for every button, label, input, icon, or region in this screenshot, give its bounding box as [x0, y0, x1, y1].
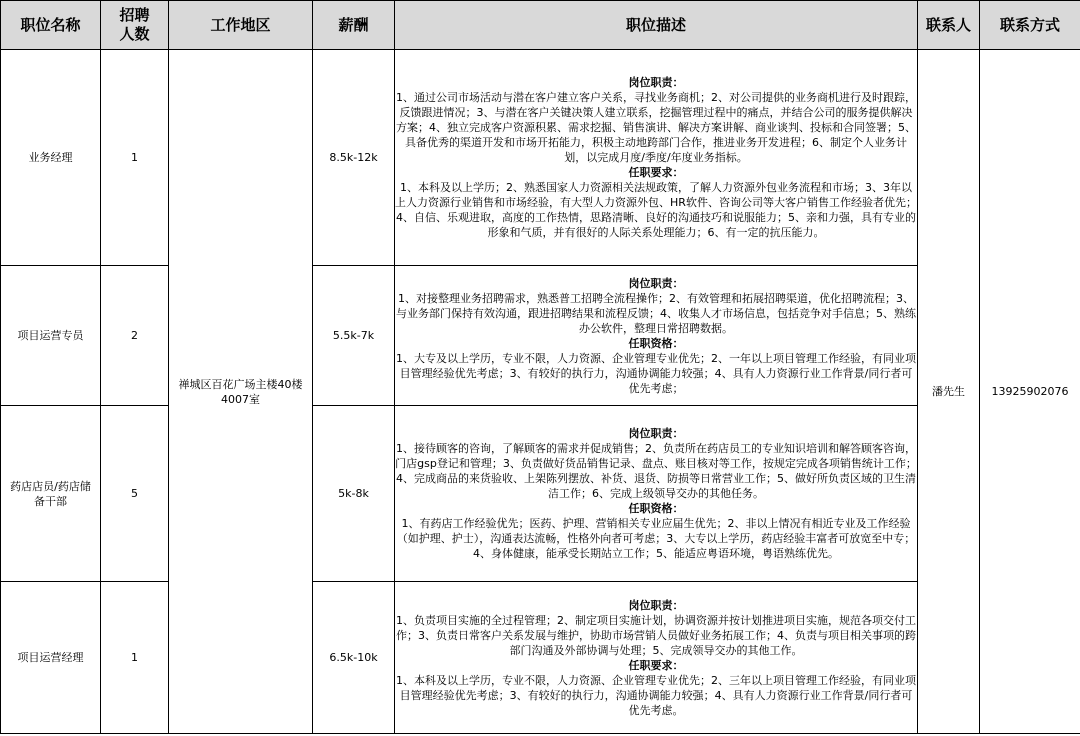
- duties-text: 1、负责项目实施的全过程管理；2、制定项目实施计划，协调资源并按计划推进项目实施，规范各项交付工作；3、负责日常客户关系发展与维护，协助市场营销人员做好业务拓展工作；4、负责与项目相关事项的跨部门沟通及外部协调与处理；5、完成领导交办的其他工作。: [396, 613, 916, 657]
- job-description: [395, 50, 918, 266]
- job-title: 药店店员/药店储备干部: [10, 479, 91, 508]
- header-headcount-text: 招聘人数: [119, 6, 150, 43]
- requirements-title: 任职要求：: [628, 658, 684, 672]
- duties-text: 1、对接整理业务招聘需求，熟悉普工招聘全流程操作；2、有效管理和拓展招聘渠道，优化招聘流程；3、与业务部门保持有效沟通，跟进招聘结果和流程反馈；4、收集人才市场信息，包括竞争对手信息；5、熟练办公软件，整理日常招聘数据。: [396, 291, 916, 335]
- job-title-cell: [1, 406, 101, 582]
- requirements-title: 任职资格：: [628, 336, 684, 350]
- header-phone: 联系方式: [980, 1, 1080, 50]
- duties-text: 1、接待顾客的咨询，了解顾客的需求并促成销售；2、负责所在药店员工的专业知识培训和解答顾客咨询，门店gsp登记和管理；3、负责做好货品销售记录、盘点、账目核对等工作，按规定完成各项销售统计工作；4、完成商品的来货验收、上架陈列摆放、补货、退货、防损等日常营业工作；5、做好所负责区域的卫生清洁工作；6、完成上级领导交办的其他任务。: [395, 442, 917, 500]
- job-title: 业务经理: [1, 50, 101, 266]
- requirements-text: 1、大专及以上学历，专业不限，人力资源、企业管理专业优先；2、一年以上项目管理工作经验，有同业项目管理经验优先考虑；3、有较好的执行力，沟通协调能力较强；4、具有人力资源行业工作背景/同行者可优先考虑；: [396, 351, 916, 395]
- job-salary: 5.5k-7k: [313, 266, 395, 406]
- header-row: [1, 1, 1080, 50]
- shared-location-cell: [169, 50, 313, 734]
- job-title: 项目运营专员: [1, 266, 101, 406]
- header-location: 工作地区: [169, 1, 313, 50]
- requirements-text: 1、本科及以上学历；2、熟悉国家人力资源相关法规政策，了解人力资源外包业务流程和市场；3、3年以上人力资源行业销售和市场经验，有大型人力资源外包、HR软件、咨询公司等大客户销售工作经验者优先；4、自信、乐观进取，高度的工作热情，思路清晰、良好的沟通技巧和说服能力；5、亲和力强，具有专业的形象和气质，并有很好的人际关系处理能力；6、有一定的抗压能力。: [395, 181, 917, 239]
- header-contact: 联系人: [918, 1, 980, 50]
- duties-text: 1、通过公司市场活动与潜在客户建立客户关系，寻找业务商机；2、对公司提供的业务商机进行及时跟踪，反馈跟进情况；3、与潜在客户关键决策人建立联系，挖掘管理过程中的痛点，并结合公司的服务提供解决方案；4、独立完成客户资源积累、需求挖掘、销售演讲、解决方案讲解、商业谈判、投标和合同签署；5、具备优秀的渠道开发和市场开拓能力，积极主动地跨部门合作，推进业务开发进程；6、制定个人业务计划，以完成月度/季度/年度业务指标。: [396, 91, 916, 164]
- header-position: 职位名称: [1, 1, 101, 50]
- job-count: 1: [101, 582, 169, 734]
- job-description: [395, 582, 918, 734]
- requirements-title: 任职资格：: [628, 502, 684, 515]
- job-count: 1: [101, 50, 169, 266]
- duties-title: 岗位职责：: [628, 276, 684, 290]
- job-description: [395, 406, 918, 582]
- duties-title: 岗位职责：: [628, 598, 684, 612]
- shared-phone: 13925902076: [980, 50, 1080, 734]
- job-title: 项目运营经理: [1, 582, 101, 734]
- header-headcount: [101, 1, 169, 50]
- requirements-text: 1、本科及以上学历，专业不限，人力资源、企业管理专业优先；2、三年以上项目管理工作经验，有同业项目管理经验优先考虑；3、有较好的执行力，沟通协调能力较强；4、具有人力资源行业工作背景/同行者可优先考虑。: [396, 673, 916, 717]
- job-description: [395, 266, 918, 406]
- duties-title: 岗位职责：: [628, 76, 684, 89]
- header-description: 职位描述: [395, 1, 918, 50]
- requirements-title: 任职要求：: [628, 166, 684, 179]
- job-count: 5: [101, 406, 169, 582]
- duties-title: 岗位职责：: [628, 427, 684, 440]
- job-salary: 6.5k-10k: [313, 582, 395, 734]
- job-count: 2: [101, 266, 169, 406]
- header-salary: 薪酬: [313, 1, 395, 50]
- job-salary: 5k-8k: [313, 406, 395, 582]
- shared-contact: 潘先生: [918, 50, 980, 734]
- requirements-text: 1、有药店工作经验优先；医药、护理、营销相关专业应届生优先；2、非以上情况有相近专业及工作经验（如护理、护士），沟通表达流畅，性格外向者可考虑；3、大专以上学历，药店经验丰富者可放宽至中专；4、身体健康，能承受长期站立工作；5、能适应粤语环境，粤语熟练优先。: [396, 517, 916, 560]
- shared-location: 禅城区百花广场主楼40楼4007室: [178, 377, 303, 406]
- table-row: [1, 50, 1080, 266]
- job-salary: 8.5k-12k: [313, 50, 395, 266]
